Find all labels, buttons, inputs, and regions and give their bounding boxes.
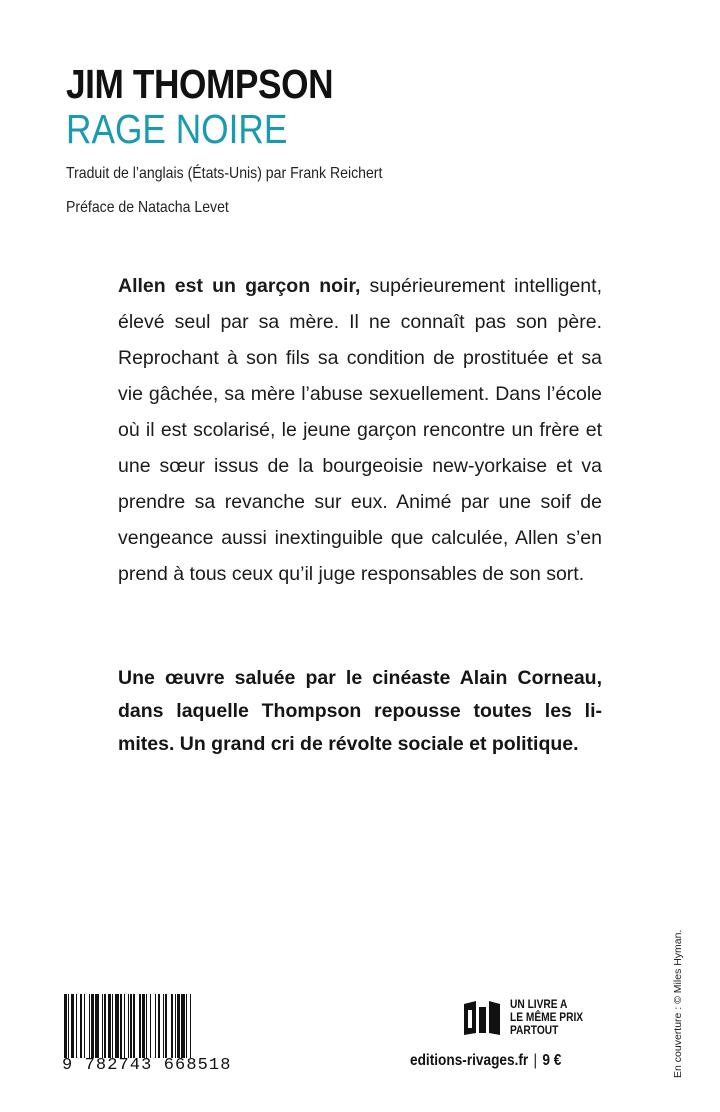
barcode-bar [177,994,180,1058]
book-title: RAGE NOIRE [66,106,288,152]
barcode-bar [181,994,185,1058]
barcode-bar [190,994,191,1058]
barcode-bar [171,994,174,1058]
tagline-paragraph: Une œuvre saluée par le cinéaste Alain Corneau, dans laquelle Thompson repousse toutes les limites. Un grand cri de révolte sociale et politique. [118,667,602,755]
barcode-bar [158,994,161,1058]
price: 9 € [542,1052,562,1069]
barcode-bar [133,994,136,1058]
promo-line-2: LE MÊME PRIX [510,1010,584,1024]
barcode-bar [128,994,129,1058]
barcode-bar [112,994,113,1058]
barcode-bar [163,994,164,1058]
separator: | [533,1052,538,1069]
barcode-bar [186,994,187,1058]
barcode-bar [76,994,77,1058]
barcode-bar [64,994,67,1058]
barcode-bar [104,994,105,1058]
barcode-bar [108,994,111,1058]
book-price-logo-icon [462,1000,502,1036]
barcode-bar [68,994,69,1058]
barcode-bar [155,994,156,1058]
barcode-bar [124,994,125,1058]
barcode-bar [80,994,83,1058]
fixed-price-notice [462,998,602,1040]
cover-credit: En couverture : © Miles Hyman. [672,929,684,1078]
barcode-bar [146,994,147,1058]
synopsis-body: supérieurement intelligent, élevé seul par sa mère. Il ne connaît pas son père. Reprochant à son fils sa condition de prostituée et sa vie gâchée, sa mère l’abuse sexuellement. Dans l’école où il est scolarisé, le jeune garçon rencontre un frère et une sœur issus de la bourgeoisie new-yorkaise et va prendre sa revanche sur eux. Animé par une soif de vengeance aussi inextinguible que calculée, Allen s’en prend à tous ceux qu’il juge responsables de son sort. [118,275,602,585]
barcode-bar [120,994,123,1058]
barcode-bar [115,994,119,1058]
synopsis-paragraph [118,268,602,592]
barcode-bar [91,994,94,1058]
barcode-bar [95,994,99,1058]
promo-line-3: PARTOUT [510,1023,559,1037]
barcode-bar [142,994,145,1058]
barcode-bar [175,994,176,1058]
isbn-barcode [62,994,238,1078]
isbn-digits: 9 782743 668518 [62,1056,232,1075]
barcode-bar [165,994,166,1058]
barcode-bar [84,994,85,1058]
publisher-website: editions-rivages.fr [410,1052,529,1069]
barcode-bar [139,994,140,1058]
barcode-bar [71,994,75,1058]
barcode-bar [89,994,90,1058]
translation-credit: Traduit de l’anglais (États-Unis) par Frank Reichert [66,165,383,182]
barcode-bar [102,994,103,1058]
author-name: JIM THOMPSON [66,61,334,107]
publisher-line [410,1052,561,1070]
promo-line-1: UN LIVRE A [510,997,568,1011]
barcode-bars [64,994,236,1058]
preface-credit: Préface de Natacha Levet [66,199,229,216]
synopsis-lead: Allen est un garçon noir, [118,275,361,297]
promo-text [510,998,595,1037]
book-header [66,62,666,218]
barcode-bar [130,994,131,1058]
barcode-bar [150,994,151,1058]
